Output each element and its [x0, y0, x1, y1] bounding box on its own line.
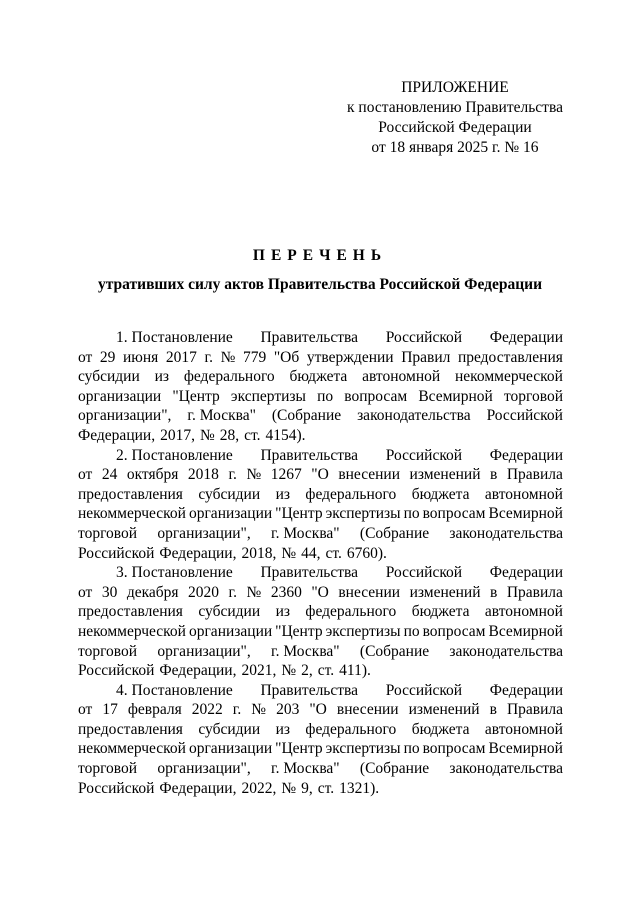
word: г. Москва" — [271, 760, 340, 778]
word: предоставления — [78, 720, 183, 738]
word: "Об — [273, 348, 300, 366]
word: г. Москва" — [271, 642, 340, 660]
word: Правительства — [260, 681, 359, 699]
word: 779 — [242, 348, 267, 366]
word: автономной — [484, 720, 563, 738]
word: от — [78, 583, 93, 601]
word: ст. — [325, 544, 342, 562]
word: из — [154, 368, 170, 386]
word: автономной — [484, 603, 563, 621]
word: 2017 — [165, 348, 197, 366]
text-line — [78, 465, 563, 485]
word: внесении — [336, 701, 399, 719]
word: 2022 — [191, 701, 223, 719]
word: г. — [204, 348, 213, 366]
word: субсидии — [78, 368, 140, 386]
word: 411). — [339, 662, 371, 680]
word: Российской — [486, 407, 563, 425]
word: внесении — [338, 466, 401, 484]
word: № — [251, 701, 267, 719]
text-line — [78, 779, 563, 799]
word: ст. — [317, 779, 335, 797]
word: Федерации, — [159, 662, 237, 680]
word: 9, — [301, 779, 313, 797]
word: Правил — [401, 348, 451, 366]
text-line — [78, 446, 563, 466]
word: по — [403, 622, 420, 640]
word: Правительства — [260, 329, 359, 346]
word: Российской — [385, 446, 463, 464]
word: изменений — [409, 466, 481, 484]
text-line — [78, 563, 563, 583]
word: от — [78, 701, 93, 719]
word: г. Москва" — [271, 524, 340, 542]
word: № — [246, 466, 262, 484]
word: бюджета — [289, 368, 348, 386]
word: федерального — [183, 368, 275, 386]
appendix-line: от 18 января 2025 г. № 16 — [371, 139, 539, 156]
word: законодательства — [449, 524, 563, 542]
word: по — [403, 740, 420, 758]
word: 4. Постановление — [116, 681, 233, 699]
word: Всемирной — [488, 505, 563, 523]
acts-list — [78, 328, 563, 798]
word: октября — [126, 466, 179, 484]
word: 29 — [99, 348, 116, 366]
word: по — [317, 387, 334, 405]
word: 24 — [101, 466, 118, 484]
word: г. — [228, 466, 237, 484]
word: законодательства — [449, 760, 563, 778]
text-line — [78, 524, 563, 544]
list-item — [78, 328, 563, 446]
word: г. — [228, 583, 238, 601]
text-line — [78, 700, 563, 720]
word: Федерации, — [159, 779, 237, 797]
word: "Центр — [172, 387, 220, 405]
word: организации — [78, 387, 162, 405]
word: некоммерческой — [78, 622, 186, 640]
word: июня — [123, 348, 159, 366]
list-item — [78, 446, 563, 564]
text-line — [78, 642, 563, 662]
word: вопросам — [422, 505, 486, 523]
word: 2021, — [241, 662, 277, 680]
word: в — [490, 466, 498, 484]
word: г. — [232, 701, 242, 719]
word: 203 — [276, 701, 300, 719]
word: 1. Постановление — [116, 329, 233, 346]
word: (Собрание — [359, 760, 430, 778]
word: № — [246, 583, 262, 601]
word: субсидии — [198, 485, 261, 503]
word: субсидии — [198, 603, 261, 621]
word: 30 — [101, 583, 118, 601]
word: "Центр — [275, 622, 323, 640]
text-line — [78, 367, 563, 387]
word: 2, — [301, 662, 313, 680]
word: Правительства — [260, 446, 359, 464]
list-item — [78, 563, 563, 681]
word: торговой — [78, 760, 138, 778]
text-line — [78, 759, 563, 779]
word: в — [490, 583, 498, 601]
word: организации — [188, 740, 273, 758]
word: Российской — [78, 662, 155, 680]
word: Федерации — [489, 329, 563, 346]
text-line — [78, 544, 563, 564]
word: г. Москва" — [187, 407, 256, 425]
word: внесении — [338, 583, 401, 601]
word: субсидии — [198, 720, 261, 738]
word: организации", — [78, 407, 172, 425]
word: Правила — [506, 466, 563, 484]
word: 3. Постановление — [116, 564, 233, 582]
word: Российской — [385, 564, 463, 582]
word: предоставления — [457, 348, 563, 366]
word: из — [275, 485, 290, 503]
word: 2022, — [241, 779, 277, 797]
word: законодательства — [357, 407, 471, 425]
word: (Собрание — [359, 642, 430, 660]
text-line — [78, 661, 563, 681]
word: Всемирной — [488, 622, 563, 640]
text-line — [78, 622, 563, 642]
text-line — [78, 739, 563, 759]
word: 2018, — [241, 544, 277, 562]
word: Российской — [385, 329, 463, 346]
word: в — [489, 701, 497, 719]
word: федерального — [305, 485, 397, 503]
word: Правила — [506, 583, 563, 601]
word: Федерации — [489, 681, 563, 699]
word: предоставления — [78, 603, 183, 621]
appendix-block — [330, 78, 580, 158]
word: Российской — [78, 544, 155, 562]
word: организации", — [157, 524, 251, 542]
word: организации — [188, 505, 273, 523]
word: 2. Постановление — [116, 446, 233, 464]
word: ст. — [244, 426, 261, 444]
word: № — [281, 779, 297, 797]
word: изменений — [409, 583, 481, 601]
word: "О — [309, 701, 327, 719]
word: законодательства — [449, 642, 563, 660]
word: 1267 — [270, 466, 302, 484]
word: торговой — [78, 642, 138, 660]
word: утверждении — [306, 348, 394, 366]
word: 2018 — [187, 466, 219, 484]
word: 1321). — [339, 779, 380, 797]
word: некоммерческой — [454, 368, 563, 386]
text-line — [78, 602, 563, 622]
word: Федерации — [489, 446, 563, 464]
word: из — [275, 603, 290, 621]
word: (Собрание — [271, 407, 342, 425]
word: организации", — [157, 760, 251, 778]
word: некоммерческой — [78, 740, 186, 758]
document-title: ПЕРЕЧЕНЬ — [252, 247, 388, 264]
word: по — [403, 505, 420, 523]
text-line — [78, 681, 563, 701]
word: от — [78, 466, 93, 484]
text-line — [78, 485, 563, 505]
word: 6760). — [346, 544, 387, 562]
word: 4154). — [265, 426, 306, 444]
text-line — [78, 720, 563, 740]
word: 2360 — [270, 583, 302, 601]
word: Российской — [78, 779, 155, 797]
word: Правительства — [260, 564, 359, 582]
word: организации — [188, 622, 273, 640]
word: 2020 — [188, 583, 220, 601]
word: Российской — [385, 681, 463, 699]
word: Федерации, — [78, 426, 156, 444]
word: декабря — [126, 583, 179, 601]
text-line — [78, 387, 563, 407]
word: Правила — [506, 701, 563, 719]
word: Федерации, — [159, 544, 237, 562]
word: бюджета — [411, 603, 470, 621]
word: № — [281, 662, 297, 680]
word: "Центр — [275, 740, 323, 758]
word: Всемирной — [418, 387, 493, 405]
word: 28, — [219, 426, 240, 444]
word: автономной — [362, 368, 441, 386]
word: № — [281, 544, 297, 562]
appendix-line: Российской Федерации — [378, 119, 532, 136]
word: организации", — [157, 642, 251, 660]
word: автономной — [484, 485, 563, 503]
text-line — [78, 348, 563, 368]
word: торговой — [503, 387, 563, 405]
word: февраля — [127, 701, 182, 719]
word: "Центр — [275, 505, 323, 523]
word: экспертизы — [230, 387, 306, 405]
word: Федерации — [489, 564, 563, 582]
word: вопросам — [344, 387, 408, 405]
appendix-label: ПРИЛОЖЕНИЕ — [401, 79, 509, 96]
word: экспертизы — [325, 505, 401, 523]
word: 44, — [301, 544, 321, 562]
word: предоставления — [78, 485, 183, 503]
word: бюджета — [411, 720, 470, 738]
text-line — [78, 504, 563, 524]
word: изменений — [408, 701, 480, 719]
word: Всемирной — [488, 740, 563, 758]
word: экспертизы — [325, 740, 401, 758]
word: "О — [311, 466, 329, 484]
word: "О — [311, 583, 329, 601]
word: из — [275, 720, 290, 738]
word: вопросам — [422, 622, 486, 640]
word: федерального — [305, 720, 397, 738]
list-item — [78, 681, 563, 799]
word: бюджета — [411, 485, 470, 503]
word: № — [220, 348, 236, 366]
word: некоммерческой — [78, 505, 186, 523]
word: ст. — [317, 662, 335, 680]
word: экспертизы — [325, 622, 401, 640]
text-line — [78, 583, 563, 603]
text-line — [78, 328, 563, 348]
word: торговой — [78, 524, 138, 542]
word: федерального — [305, 603, 397, 621]
appendix-line: к постановлению Правительства — [347, 99, 563, 116]
word: от — [78, 348, 93, 366]
word: 17 — [102, 701, 118, 719]
word: № — [199, 426, 215, 444]
word: 2017, — [160, 426, 195, 444]
text-line — [78, 426, 563, 446]
word: (Собрание — [359, 524, 430, 542]
word: вопросам — [422, 740, 486, 758]
text-line — [78, 406, 563, 426]
document-subtitle: утративших силу актов Правительства Российской Федерации — [98, 276, 542, 293]
